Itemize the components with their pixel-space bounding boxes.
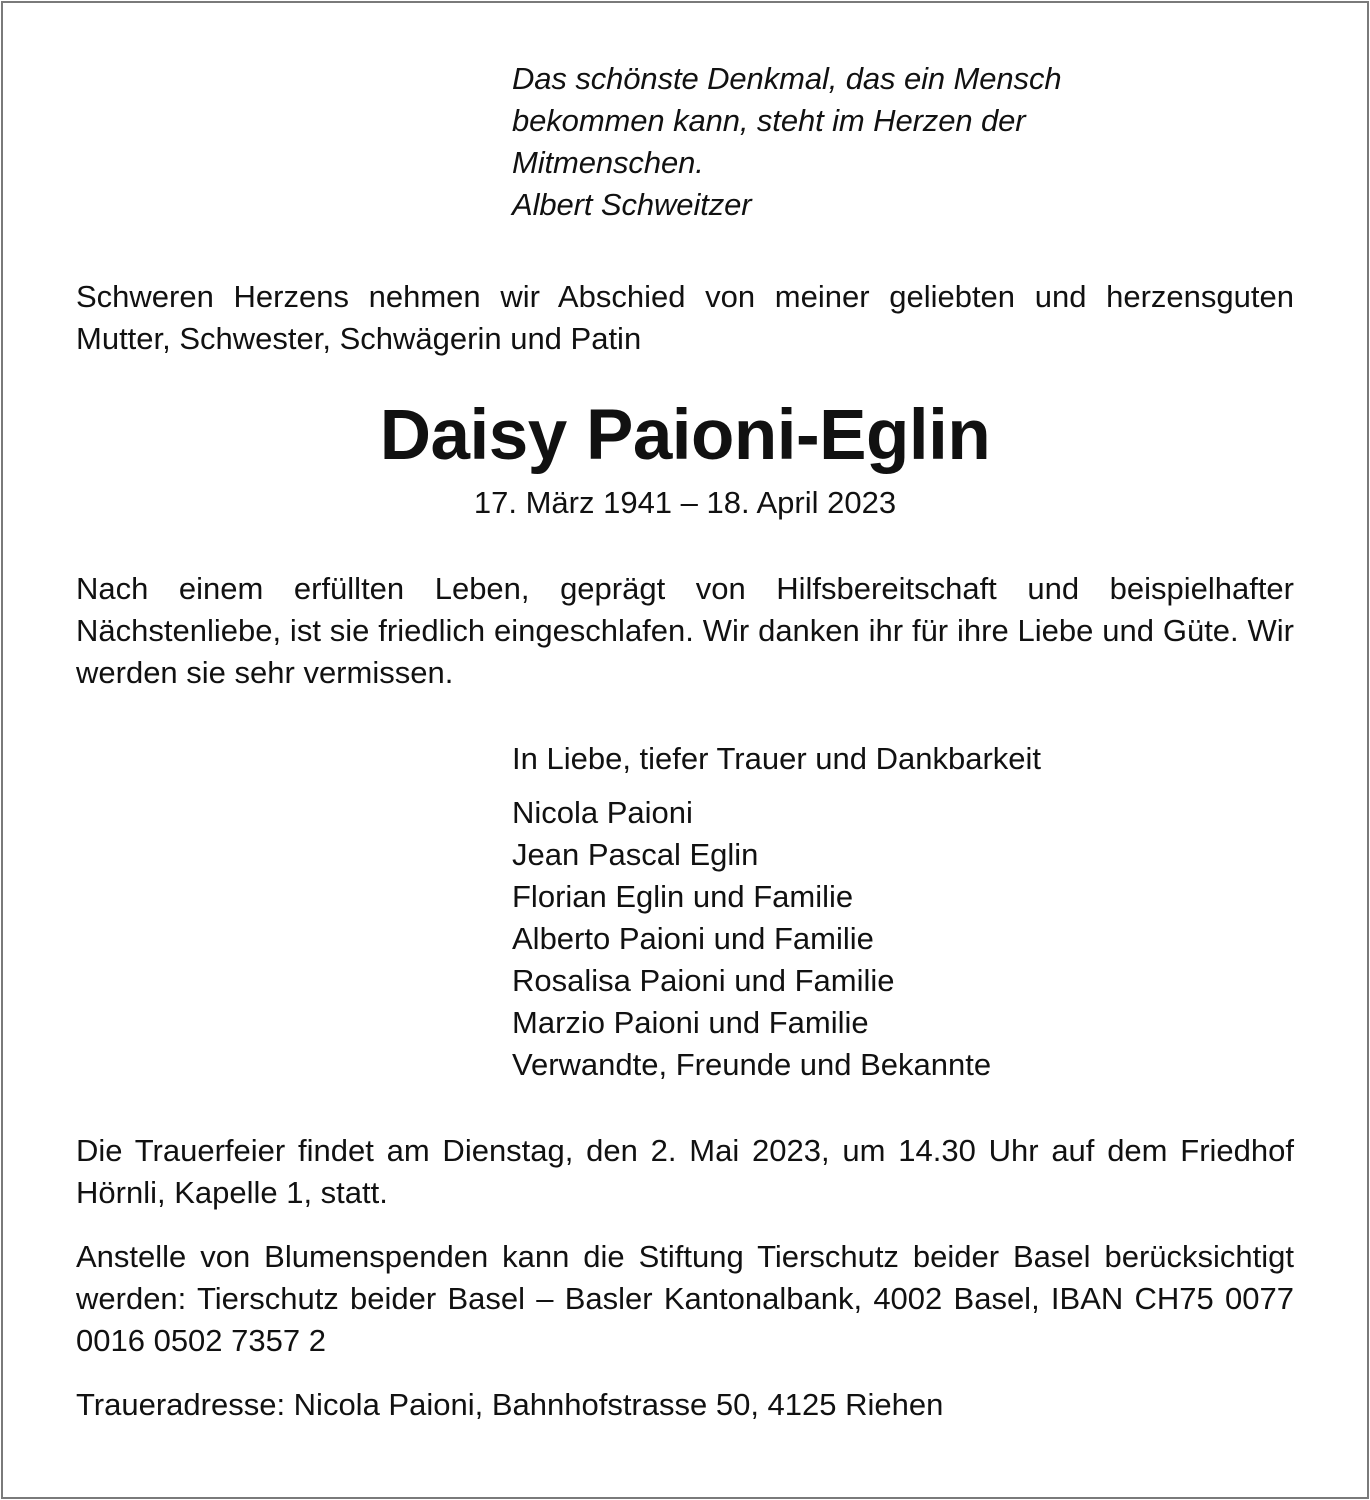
quote-line: Das schönste Denkmal, das ein Mensch xyxy=(512,61,1062,96)
mourner-name: Florian Eglin und Familie xyxy=(512,879,854,914)
funeral-service-info: Die Trauerfeier findet am Dienstag, den 2. Mai 2023, um 14.30 Uhr auf dem Friedhof Hörnli, Kapelle 1, statt. xyxy=(76,1133,1294,1210)
mourner-name: Rosalisa Paioni und Familie xyxy=(512,963,895,998)
epigraph-quote xyxy=(512,58,1294,226)
mourner-name: Jean Pascal Eglin xyxy=(512,837,759,872)
intro-paragraph: Schweren Herzens nehmen wir Abschied von meiner geliebten und herzensguten Mutter, Schwester, Schwägerin und Patin xyxy=(76,279,1294,356)
mourners-block xyxy=(512,738,1294,1086)
mourner-name: Marzio Paioni und Familie xyxy=(512,1005,869,1040)
quote-author: Albert Schweitzer xyxy=(512,187,752,222)
obituary-content xyxy=(76,58,1294,1426)
life-dates: 17. März 1941 – 18. April 2023 xyxy=(473,485,897,520)
mourner-name: Alberto Paioni und Familie xyxy=(512,921,874,956)
quote-line: Mitmenschen. xyxy=(512,145,704,180)
mourners-greeting: In Liebe, tiefer Trauer und Dankbarkeit xyxy=(512,741,1042,776)
mourning-address: Traueradresse: Nicola Paioni, Bahnhofstrasse 50, 4125 Riehen xyxy=(76,1387,944,1422)
donation-info: Anstelle von Blumenspenden kann die Stiftung Tierschutz beider Basel berücksichtigt werden: Tierschutz beider Basel – Basler Kantonalbank, 4002 Basel, IBAN CH75 0077 0016 0502 7357 2 xyxy=(76,1239,1294,1358)
deceased-name: Daisy Paioni-Eglin xyxy=(379,396,991,475)
quote-line: bekommen kann, steht im Herzen der xyxy=(512,103,1026,138)
mourner-name: Nicola Paioni xyxy=(512,795,693,830)
mourner-name: Verwandte, Freunde und Bekannte xyxy=(512,1047,992,1082)
life-paragraph: Nach einem erfüllten Leben, geprägt von Hilfsbereitschaft und beispielhafter Nächstenliebe, ist sie friedlich eingeschlafen. Wir danken ihr für ihre Liebe und Güte. Wir werden sie sehr vermissen. xyxy=(76,571,1294,690)
